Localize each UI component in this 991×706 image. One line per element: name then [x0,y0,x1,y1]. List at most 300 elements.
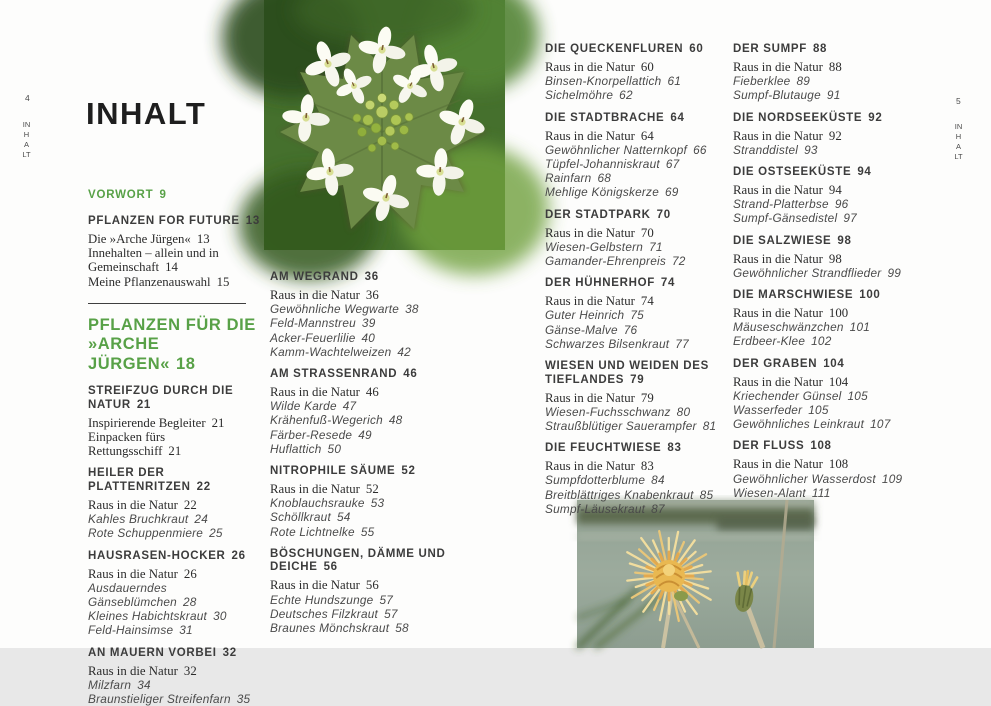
toc-entry [270,482,470,496]
entry-title: Rote Lichtnelke [270,525,355,539]
toc-entry [733,266,938,280]
edge-label-left: INHALT [22,120,31,160]
toc-chapter-heading [545,277,730,291]
heading-page-number: 32 [223,647,237,659]
entry-title: Sumpf-Blutauge [733,88,821,102]
toc-chapter-heading [88,215,260,229]
entry-page-number: 30 [213,609,227,623]
entry-title: Wiesen-Fuchsschwanz [545,405,671,419]
toc-entry [733,472,938,486]
toc-section [733,235,938,280]
toc-section [88,189,260,202]
toc-entry [88,692,260,706]
toc-chapter-heading [545,209,730,223]
heading-label: WIESEN UND WEIDEN DES TIEFLANDES [545,360,709,386]
entry-title: Braunstieliger Streifenfarn [88,692,231,706]
entry-title: Raus in die Natur [88,498,178,512]
entry-title: Sichelmöhre [545,88,613,102]
toc-entry [545,391,730,405]
entry-page-number: 49 [358,428,372,442]
entry-page-number: 76 [624,323,638,337]
heading-label: BÖSCHUNGEN, DÄMME UND DEICHE [270,548,446,574]
toc-section [733,440,938,500]
entry-page-number: 105 [808,403,828,417]
heading-page-number: 83 [667,442,681,454]
heading-label: DIE STADTBRACHE [545,112,664,124]
entry-title: Raus in die Natur [88,664,178,678]
toc-entry [733,334,938,348]
entry-page-number: 34 [137,678,151,692]
entry-page-number: 105 [848,389,868,403]
toc-entry [545,473,730,487]
toc-entry [545,157,730,171]
entry-page-number: 35 [237,692,251,706]
entry-page-number: 79 [641,391,654,405]
entry-title: Erdbeer-Klee [733,334,805,348]
section-divider [88,303,246,304]
toc-column-right-2 [733,43,938,500]
entry-page-number: 52 [366,482,379,496]
toc-entry [733,143,938,157]
toc-chapter-heading [733,235,938,249]
entry-title: Schwarzes Bilsenkraut [545,337,669,351]
entry-title: Einpacken fürs Rettungsschiff [88,430,165,458]
heading-page-number: 104 [823,358,844,370]
toc-entry [733,211,938,225]
entry-title: Wiesen-Alant [733,486,806,500]
heading-label: NITROPHILE SÄUME [270,465,395,477]
toc-entry [270,442,470,456]
toc-entry [270,399,470,413]
entry-page-number: 22 [184,498,197,512]
toc-entry [270,288,470,302]
toc-section [545,442,730,516]
entry-page-number: 25 [209,526,223,540]
toc-entry [545,88,730,102]
toc-entry [545,74,730,88]
entry-title: Breitblättriges Knabenkraut [545,488,694,502]
toc-chapter-heading [545,112,730,126]
toc-entry [733,74,938,88]
entry-page-number: 111 [812,486,831,500]
entry-page-number: 68 [597,171,611,185]
entry-title: Meine Pflanzenauswahl [88,275,211,289]
entry-title: Raus in die Natur [733,457,823,471]
entry-page-number: 87 [651,502,665,516]
heading-label: PFLANZEN FÜR DIE »ARCHE JÜRGEN« [88,316,256,373]
entry-page-number: 28 [183,595,197,609]
heading-page-number: 98 [837,235,851,247]
entry-page-number: 31 [179,623,193,637]
entry-page-number: 104 [829,375,848,389]
entry-title: Wiesen-Gelbstern [545,240,643,254]
entry-page-number: 39 [362,316,376,330]
toc-entry [270,345,470,359]
heading-label: DIE MARSCHWIESE [733,289,853,301]
toc-chapter-heading [270,548,470,575]
entry-page-number: 84 [651,473,665,487]
toc-chapter-heading [733,43,938,57]
entry-title: Raus in die Natur [545,391,635,405]
toc-entry [270,525,470,539]
entry-page-number: 36 [366,288,379,302]
toc-chapter-heading [88,467,260,494]
entry-title: Innehalten – allein und in Gemeinschaft [88,246,219,274]
toc-entry [733,417,938,431]
toc-section [88,550,260,638]
toc-entry [270,593,470,607]
entry-page-number: 64 [641,129,654,143]
heading-page-number: 18 [176,355,196,373]
entry-title: Raus in die Natur [270,482,360,496]
entry-page-number: 54 [337,510,351,524]
entry-title: Gewöhnlicher Wasserdost [733,472,876,486]
toc-section [733,166,938,226]
entry-title: Wilde Karde [270,399,337,413]
entry-title: Gänse-Malve [545,323,618,337]
toc-entry [88,526,260,540]
toc-entry [545,488,730,502]
toc-entry [733,403,938,417]
heading-label: DER SUMPF [733,43,807,55]
entry-page-number: 102 [811,334,831,348]
entry-page-number: 48 [389,413,403,427]
entry-page-number: 55 [361,525,375,539]
entry-page-number: 70 [641,226,654,240]
heading-page-number: 46 [403,368,417,380]
entry-page-number: 109 [882,472,902,486]
entry-title: Raus in die Natur [733,129,823,143]
toc-entry [733,375,938,389]
toc-section [88,385,260,458]
entry-title: Die »Arche Jürgen« [88,232,191,246]
entry-title: Sumpf-Läusekraut [545,502,645,516]
heading-label: STREIFZUG DURCH DIE NATUR [88,385,233,411]
toc-section [545,277,730,351]
entry-title: Kleines Habichtskraut [88,609,207,623]
toc-chapter-heading [88,550,260,564]
entry-page-number: 21 [212,416,225,430]
heading-label: PFLANZEN FOR FUTURE [88,215,240,227]
toc-entry [545,240,730,254]
entry-title: Feld-Hainsimse [88,623,173,637]
toc-part-heading [88,316,260,375]
toc-entry [88,581,260,609]
heading-page-number: 70 [657,209,671,221]
entry-title: Raus in die Natur [270,288,360,302]
entry-title: Rote Schuppenmiere [88,526,203,540]
toc-entry [270,316,470,330]
toc-entry [733,252,938,266]
toc-entry [270,621,470,635]
heading-label: AM STRASSENRAND [270,368,397,380]
entry-title: Kriechender Günsel [733,389,842,403]
heading-label: DER STADTPARK [545,209,651,221]
entry-title: Huflattich [270,442,322,456]
entry-title: Gewöhnliche Wegwarte [270,302,399,316]
entry-page-number: 88 [829,60,842,74]
entry-title: Raus in die Natur [733,306,823,320]
toc-entry [270,413,470,427]
toc-entry [88,678,260,692]
page-number-right: 5 [956,96,961,106]
entry-title: Sumpf-Gänsedistel [733,211,837,225]
toc-chapter-heading [733,112,938,126]
toc-entry [733,60,938,74]
toc-column-right-1 [545,43,730,516]
entry-title: Kamm-Wachtelweizen [270,345,391,359]
heading-page-number: 36 [365,271,379,283]
heading-page-number: 100 [859,289,880,301]
heading-label: AN MAUERN VORBEI [88,647,217,659]
toc-section [733,358,938,432]
entry-title: Krähenfuß-Wegerich [270,413,383,427]
toc-section [733,289,938,349]
toc-vorwort-heading [88,189,260,202]
heading-page-number: 64 [670,112,684,124]
entry-title: Stranddistel [733,143,798,157]
entry-title: Raus in die Natur [545,459,635,473]
heading-page-number: 26 [232,550,246,562]
entry-page-number: 21 [168,444,181,458]
heading-page-number: 74 [661,277,675,289]
toc-chapter-heading [270,271,470,285]
entry-page-number: 81 [703,419,717,433]
heading-label: DIE FEUCHTWIESE [545,442,661,454]
toc-entry [88,664,260,678]
entry-title: Schöllkraut [270,510,331,524]
heading-page-number: 56 [324,561,338,573]
entry-page-number: 13 [197,232,210,246]
entry-title: Strand-Platterbse [733,197,829,211]
entry-title: Mehlige Königskerze [545,185,659,199]
entry-title: Gamander-Ehrenpreis [545,254,666,268]
entry-title: Fieberklee [733,74,790,88]
toc-entry [545,323,730,337]
entry-title: Raus in die Natur [545,129,635,143]
photo-white-flower-cluster [264,0,505,250]
toc-chapter-heading [733,289,938,303]
toc-section [270,548,470,635]
heading-page-number: 108 [810,440,831,452]
entry-page-number: 53 [371,496,385,510]
entry-page-number: 83 [641,459,654,473]
entry-title: Inspirierende Begleiter [88,416,206,430]
entry-page-number: 61 [667,74,681,88]
toc-chapter-heading [270,368,470,382]
toc-entry [545,459,730,473]
entry-page-number: 96 [835,197,849,211]
heading-page-number: 52 [401,465,415,477]
toc-section [545,112,730,200]
toc-entry [88,416,260,430]
entry-title: Feld-Mannstreu [270,316,356,330]
entry-title: Raus in die Natur [545,60,635,74]
entry-title: Rainfarn [545,171,591,185]
edge-label-right: INHALT [954,122,963,162]
entry-page-number: 93 [804,143,818,157]
toc-entry [545,294,730,308]
entry-title: Kahles Bruchkraut [88,512,188,526]
toc-chapter-heading [733,358,938,372]
entry-page-number: 99 [887,266,901,280]
entry-title: Raus in die Natur [545,294,635,308]
entry-title: Raus in die Natur [88,567,178,581]
page-title: INHALT [86,98,206,129]
toc-entry [270,331,470,345]
entry-title: Mäuseschwänzchen [733,320,844,334]
toc-entry [88,498,260,512]
entry-title: Raus in die Natur [733,252,823,266]
entry-page-number: 57 [379,593,393,607]
heading-label: DIE OSTSEEKÜSTE [733,166,851,178]
heading-page-number: 9 [159,189,166,201]
toc-entry [88,609,260,623]
toc-entry [545,419,730,433]
entry-page-number: 47 [343,399,357,413]
toc-entry [545,171,730,185]
heading-page-number: 79 [630,374,644,386]
toc-entry [545,502,730,516]
entry-title: Braunes Mönchskraut [270,621,389,635]
entry-title: Gewöhnliches Leinkraut [733,417,864,431]
toc-entry [733,457,938,471]
entry-page-number: 32 [184,664,197,678]
toc-entry [270,385,470,399]
photo-yellow-flower-water [577,500,814,648]
toc-entry [545,60,730,74]
heading-page-number: 60 [689,43,703,55]
entry-page-number: 72 [672,254,686,268]
heading-label: HAUSRASEN-HOCKER [88,550,226,562]
page-number-left: 4 [25,93,30,103]
entry-page-number: 98 [829,252,842,266]
entry-title: Gewöhnlicher Strandflieder [733,266,881,280]
toc-entry [733,129,938,143]
entry-title: Raus in die Natur [270,578,360,592]
entry-title: Binsen-Knorpellattich [545,74,661,88]
toc-entry [545,308,730,322]
entry-title: Raus in die Natur [733,375,823,389]
entry-page-number: 75 [630,308,644,322]
entry-page-number: 40 [362,331,376,345]
toc-section [545,43,730,103]
toc-section [733,112,938,157]
entry-title: Deutsches Filzkraut [270,607,378,621]
heading-page-number: 92 [868,112,882,124]
heading-label: DIE QUECKENFLUREN [545,43,683,55]
toc-chapter-heading [88,385,260,412]
toc-section [270,465,470,539]
entry-page-number: 46 [366,385,379,399]
entry-page-number: 100 [829,306,848,320]
toc-entry [88,512,260,526]
toc-entry [545,185,730,199]
entry-title: Straußblütiger Sauerampfer [545,419,697,433]
heading-label: DER FLUSS [733,440,804,452]
toc-entry [88,246,260,274]
entry-title: Sumpfdotterblume [545,473,645,487]
toc-entry [545,226,730,240]
toc-entry [88,275,260,289]
toc-section [88,467,260,540]
entry-page-number: 85 [700,488,714,502]
toc-entry [270,302,470,316]
entry-page-number: 80 [677,405,691,419]
entry-title: Raus in die Natur [733,60,823,74]
toc-section [88,316,260,375]
entry-title: Guter Heinrich [545,308,624,322]
entry-page-number: 74 [641,294,654,308]
toc-chapter-heading [545,442,730,456]
heading-label: VORWORT [88,189,153,201]
toc-entry [88,232,260,246]
heading-page-number: 94 [857,166,871,178]
toc-chapter-heading [270,465,470,479]
entry-page-number: 107 [870,417,890,431]
entry-title: Tüpfel-Johanniskraut [545,157,660,171]
toc-chapter-heading [733,166,938,180]
entry-title: Ausdauerndes Gänseblümchen [88,581,177,609]
heading-label: DER GRABEN [733,358,817,370]
entry-title: Wasserfeder [733,403,802,417]
entry-title: Raus in die Natur [733,183,823,197]
toc-section [545,360,730,433]
entry-page-number: 91 [827,88,841,102]
toc-entry [88,623,260,637]
toc-entry [270,578,470,592]
entry-page-number: 97 [843,211,857,225]
toc-entry [270,496,470,510]
entry-page-number: 14 [165,260,178,274]
entry-page-number: 67 [666,157,680,171]
toc-entry [733,197,938,211]
entry-page-number: 66 [693,143,707,157]
entry-page-number: 57 [384,607,398,621]
toc-entry [88,567,260,581]
toc-section [270,271,470,359]
entry-page-number: 42 [397,345,411,359]
toc-entry [545,129,730,143]
toc-entry [270,510,470,524]
toc-section [88,647,260,706]
entry-title: Raus in die Natur [545,226,635,240]
toc-section [270,368,470,456]
heading-page-number: 22 [197,481,211,493]
entry-page-number: 108 [829,457,848,471]
entry-page-number: 94 [829,183,842,197]
toc-entry [733,306,938,320]
entry-page-number: 62 [619,88,633,102]
entry-page-number: 38 [405,302,419,316]
toc-entry [270,428,470,442]
entry-page-number: 101 [850,320,870,334]
toc-entry [733,320,938,334]
entry-title: Echte Hundszunge [270,593,373,607]
toc-entry [733,486,938,500]
toc-entry [88,430,260,458]
toc-column-left-2 [270,271,470,635]
entry-page-number: 92 [829,129,842,143]
entry-page-number: 89 [796,74,810,88]
toc-entry [545,405,730,419]
entry-title: Raus in die Natur [270,385,360,399]
entry-title: Knoblauchsrauke [270,496,365,510]
entry-page-number: 71 [649,240,663,254]
entry-page-number: 60 [641,60,654,74]
heading-label: DIE NORDSEEKÜSTE [733,112,862,124]
toc-chapter-heading [733,440,938,454]
